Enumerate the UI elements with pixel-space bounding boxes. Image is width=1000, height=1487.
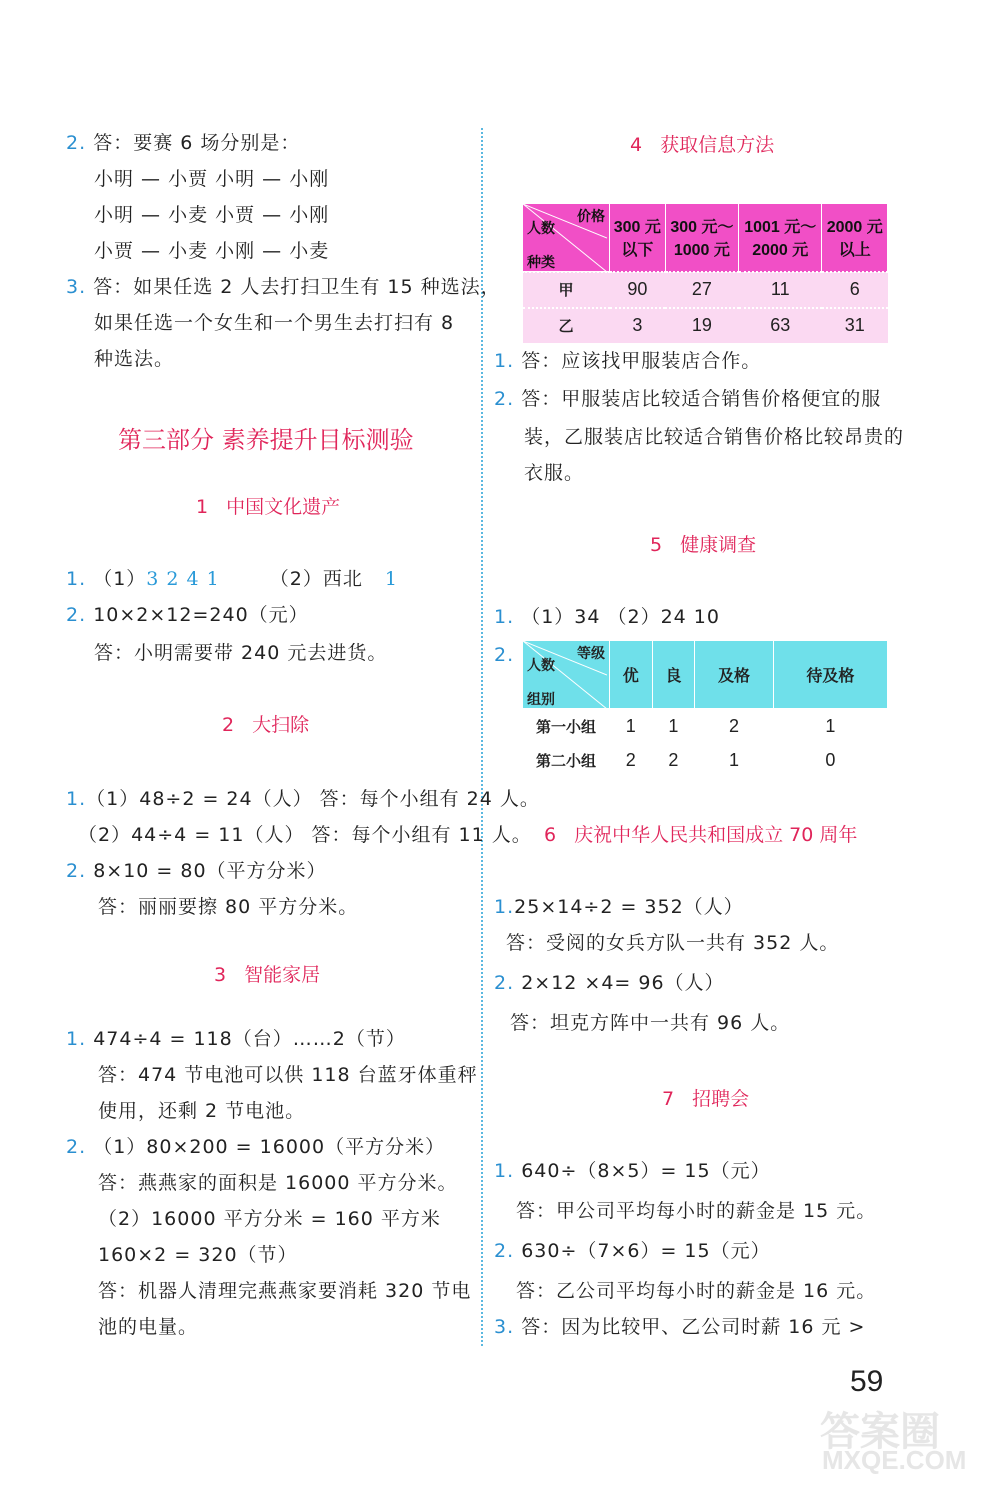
s7-q2-text: 630÷（7×6）= 15（元） (521, 1240, 771, 1262)
s7-q3-line (494, 1312, 865, 1339)
s2-q2-label: 2. (66, 860, 87, 882)
table-cell: 0 (825, 749, 836, 770)
price-header-2-bot: 1000 元 (673, 242, 730, 260)
s7-q2-answer: 答：乙公司平均每小时的薪金是 16 元。 (516, 1280, 877, 1302)
s3-q2-b-answer-2: 池的电量。 (98, 1316, 199, 1338)
q2-text: 答：要赛 6 场分别是： (93, 132, 301, 154)
section-4-label: 获取信息方法 (660, 134, 775, 156)
row-label: 乙 (523, 308, 610, 343)
s3-q2-a: （1）80×200 = 16000（平方分米） (93, 1136, 446, 1158)
s6-q2-answer: 答：坦克方阵中一共有 96 人。 (510, 1012, 791, 1034)
table-row (523, 743, 888, 777)
table-cell: 2 (728, 715, 739, 736)
table-cell: 1 (625, 715, 636, 736)
section-2-num: 2 (222, 714, 235, 736)
row-label: 第一小组 (535, 718, 596, 736)
price-header-1 (610, 204, 666, 272)
table-row (523, 709, 888, 744)
table-cell: 2 (668, 749, 679, 770)
s4-q1-text: 答：应该找甲服装店合作。 (521, 350, 762, 372)
table-cell: 1 (668, 715, 679, 736)
price-header-3-top: 1001 元～ (744, 219, 817, 237)
section-6-title (544, 820, 857, 847)
grade-header-3: 及格 (695, 641, 773, 709)
s1-q2-answer: 答：小明需要带 240 元去进货。 (94, 642, 388, 664)
s1-q1-values: 3 2 4 1 (146, 568, 220, 590)
grade-header-2: 良 (652, 641, 695, 709)
s1-q2-line (66, 600, 309, 627)
table-cell: 1 (728, 749, 739, 770)
s7-q1-line (494, 1156, 771, 1183)
s4-q2-text-1: 答：甲服装店比较适合销售价格便宜的服 (521, 388, 882, 410)
s2-q1-label: 1. (66, 788, 87, 810)
s2-q2-text: 8×10 = 80（平方分米） (93, 860, 327, 882)
s2-q1-line (66, 784, 540, 811)
s1-q1-c: 1 (384, 568, 398, 590)
s3-q1-line (66, 1024, 406, 1051)
price-header-3-bot: 2000 元 (752, 242, 809, 260)
section-5-label: 健康调查 (680, 534, 757, 556)
pair-line-3: 小贾 — 小麦 小刚 — 小麦 (94, 240, 330, 262)
table-cell: 19 (665, 308, 738, 343)
s5-q1-line (494, 602, 720, 629)
q2-label: 2. (66, 132, 87, 154)
section-3-num: 3 (214, 964, 227, 986)
table-row (523, 308, 888, 343)
table-cell: 1 (825, 715, 836, 736)
s3-q2-b: （2）16000 平方分米 = 160 平方米 (98, 1208, 441, 1230)
section-6-num: 6 (544, 824, 557, 846)
section-2-label: 大扫除 (252, 714, 310, 736)
column-divider (481, 128, 483, 1346)
s2-q1-a: （1）48÷2 = 24（人） 答：每个小组有 24 人。 (86, 788, 540, 810)
s3-q2-line (66, 1132, 445, 1159)
q3-line (66, 272, 501, 299)
price-header-1-top: 300 元 (613, 219, 661, 237)
s3-q2-b2: 160×2 = 320（节） (98, 1244, 298, 1266)
price-header-2 (665, 204, 738, 272)
corner-top-label: 等级 (577, 645, 605, 661)
s3-q1-label: 1. (66, 1028, 87, 1050)
price-header-4-bot: 以上 (838, 242, 871, 260)
s7-q3-label: 3. (494, 1316, 515, 1338)
price-header-4 (822, 204, 888, 272)
section-1-label: 中国文化遗产 (226, 496, 341, 518)
section-4-title (630, 130, 774, 157)
section-1-title (196, 492, 340, 519)
section-7-label: 招聘会 (692, 1088, 750, 1110)
s3-q1-text: 474÷4 = 118（台）……2（节） (93, 1028, 406, 1050)
s4-q2-text-2: 装，乙服装店比较适合销售价格比较昂贵的 (524, 426, 905, 448)
q3-text-2: 如果任选一个女生和一个男生去打扫有 8 (94, 312, 455, 334)
s6-q1-text: 25×14÷2 = 352（人） (514, 896, 744, 918)
price-header-4-top: 2000 元 (826, 219, 883, 237)
s7-q1-label: 1. (494, 1160, 515, 1182)
pair-line-2: 小明 — 小麦 小贾 — 小刚 (94, 204, 330, 226)
s5-q2-label: 2. (494, 644, 515, 666)
s6-q1-answer: 答：受阅的女兵方队一共有 352 人。 (506, 932, 840, 954)
corner-mid-label: 人数 (527, 657, 555, 673)
s6-q1-line (494, 892, 744, 919)
corner-bot-label: 组别 (527, 691, 555, 707)
s7-q2-line (494, 1236, 771, 1263)
section-5-title (650, 530, 756, 557)
price-header-1-bot: 以下 (621, 242, 654, 260)
grade-table-corner (523, 641, 610, 709)
grade-header-1: 优 (610, 641, 653, 709)
grade-header-4: 待及格 (773, 641, 887, 709)
s1-q1-line (66, 564, 398, 591)
pair-line-1: 小明 — 小贾 小明 — 小刚 (94, 168, 330, 190)
watermark-url: MXQE.COM (822, 1445, 967, 1475)
s4-q1-line (494, 346, 761, 373)
s7-q3-text: 答：因为比较甲、乙公司时薪 16 元 > (521, 1316, 866, 1338)
s7-q1-text: 640÷（8×5）= 15（元） (521, 1160, 771, 1182)
s1-q1-label: 1. (66, 568, 87, 590)
s1-q1-a: （1） (93, 568, 147, 590)
section-2-title (222, 710, 309, 737)
section-3-label: 智能家居 (244, 964, 321, 986)
table-cell: 63 (739, 308, 822, 343)
s6-q2-label: 2. (494, 972, 515, 994)
table-cell: 6 (822, 272, 888, 308)
s1-q2-text: 10×2×12=240（元） (93, 604, 309, 626)
table-cell: 2 (625, 749, 636, 770)
corner-bot-label: 种类 (527, 254, 555, 270)
s2-q2-line (66, 856, 327, 883)
table-cell: 90 (610, 272, 666, 308)
s3-q1-answer-2: 使用，还剩 2 节电池。 (98, 1100, 306, 1122)
section-4-num: 4 (630, 134, 643, 156)
s4-q2-line (494, 384, 881, 411)
table-cell: 11 (739, 272, 822, 308)
q3-text-1: 答：如果任选 2 人去打扫卫生有 15 种选法， (93, 276, 501, 298)
s3-q1-answer-1: 答：474 节电池可以供 118 台蓝牙体重秤 (98, 1064, 478, 1086)
s4-q2-label: 2. (494, 388, 515, 410)
section-7-num: 7 (662, 1088, 675, 1110)
s5-q2-line (494, 644, 514, 666)
table-cell: 31 (822, 308, 888, 343)
price-header-2-top: 300 元～ (670, 219, 734, 237)
row-label: 第二小组 (535, 752, 596, 770)
page-number: 59 (850, 1365, 884, 1398)
section-7-title (662, 1084, 749, 1111)
table-cell: 27 (665, 272, 738, 308)
section-5-num: 5 (650, 534, 663, 556)
s4-q1-label: 1. (494, 350, 515, 372)
section-1-num: 1 (196, 496, 209, 518)
watermark-logo: 答案圈 (820, 1410, 940, 1454)
s6-q2-text: 2×12 ×4= 96（人） (521, 972, 725, 994)
s1-q1-b: （2）西北 (269, 568, 363, 590)
s3-q2-label: 2. (66, 1136, 87, 1158)
price-table (522, 203, 888, 343)
s3-q2-a-answer: 答：燕燕家的面积是 16000 平方分米。 (98, 1172, 458, 1194)
s1-q2-label: 2. (66, 604, 87, 626)
part-title: 第三部分 素养提升目标测验 (118, 426, 414, 454)
s6-q1-label: 1. (494, 896, 515, 918)
q3-text-3: 种选法。 (94, 348, 175, 370)
grade-table (522, 640, 888, 777)
price-header-3 (739, 204, 822, 272)
corner-mid-label: 人数 (527, 220, 555, 236)
row-label: 甲 (523, 272, 610, 308)
s2-q2-answer: 答：丽丽要擦 80 平方分米。 (98, 896, 359, 918)
s4-q2-text-3: 衣服。 (524, 462, 585, 484)
corner-top-label: 价格 (577, 208, 605, 224)
table-cell: 3 (610, 308, 666, 343)
q3-label: 3. (66, 276, 87, 298)
price-table-corner (523, 204, 610, 272)
s7-q2-label: 2. (494, 1240, 515, 1262)
q2-line (66, 128, 300, 155)
table-row (523, 272, 888, 308)
s7-q1-answer: 答：甲公司平均每小时的薪金是 15 元。 (516, 1200, 877, 1222)
s5-q1-text: （1）34 （2）24 10 (521, 606, 720, 628)
section-3-title (214, 960, 320, 987)
s2-q1-b: （2）44÷4 = 11（人） 答：每个小组有 11 人。 (78, 824, 532, 846)
s3-q2-b-answer-1: 答：机器人清理完燕燕家要消耗 320 节电 (98, 1280, 472, 1302)
s5-q1-label: 1. (494, 606, 515, 628)
s6-q2-line (494, 968, 725, 995)
section-6-label: 庆祝中华人民共和国成立 70 周年 (574, 824, 858, 846)
